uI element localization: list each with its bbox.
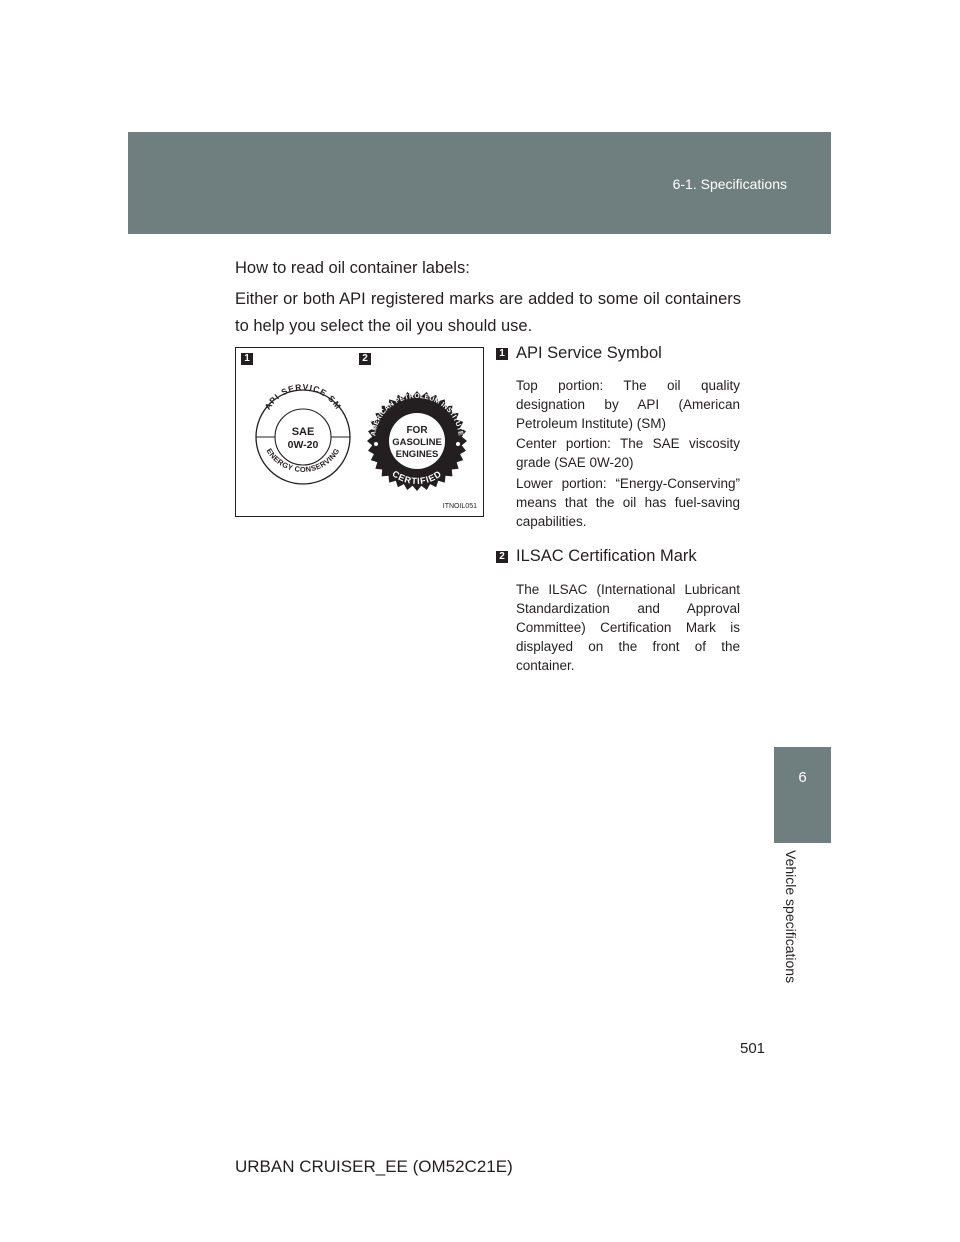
ilsac-top-text: AMERICAN PETROLEUM INSTITUTE bbox=[370, 392, 464, 437]
intro-paragraph: Either or both API registered marks are added to some oil containers to help you select the oil you should use. bbox=[235, 290, 741, 335]
ilsac-center-for: FOR bbox=[406, 425, 428, 436]
item-1-para-1: Top portion: The oil quality designation by API (American Petroleum Institute) (SM) bbox=[516, 378, 740, 431]
oil-label-figure bbox=[235, 347, 484, 517]
header-band bbox=[128, 132, 831, 234]
item-1-para-2: Center portion: The SAE viscosity grade (SAE 0W-20) bbox=[516, 436, 740, 470]
chapter-label-text: Vehicle specifications bbox=[783, 850, 799, 984]
chapter-label bbox=[775, 850, 805, 990]
api-center-sae: SAE bbox=[291, 426, 315, 438]
item-2-title-row bbox=[496, 547, 697, 566]
api-center-grade: 0W-20 bbox=[287, 439, 319, 451]
figure-callout-1: 1 bbox=[241, 353, 253, 365]
item-1-para-3: Lower portion: “Energy-Conserving” means that the oil has fuel-saving capabilities. bbox=[516, 476, 740, 529]
intro-text: How to read oil container labels: bbox=[235, 259, 470, 277]
ilsac-certification-mark bbox=[367, 391, 467, 491]
api-service-symbol bbox=[256, 382, 350, 484]
api-emblems bbox=[236, 348, 485, 518]
item-2-title: ILSAC Certification Mark bbox=[516, 547, 697, 565]
page-number: 501 bbox=[740, 1040, 766, 1057]
chapter-tab[interactable] bbox=[774, 747, 831, 843]
figure-code: ITNOIL051 bbox=[442, 503, 477, 510]
chapter-number: 6 bbox=[798, 769, 807, 786]
item-2-number: 2 bbox=[496, 551, 508, 563]
item-2-para-1: The ILSAC (International Lubricant Standardization and Approval Committee) Certification Mark is displayed on the front of the container. bbox=[516, 582, 740, 673]
api-top-text: API SERVICE SM bbox=[262, 381, 344, 412]
item-1-title-row bbox=[496, 344, 662, 363]
ilsac-center-gasoline: GASOLINE bbox=[392, 437, 442, 448]
footer-model: URBAN CRUISER_EE (OM52C21E) bbox=[235, 1157, 513, 1176]
ilsac-center-engines: ENGINES bbox=[395, 449, 439, 460]
figure-callout-2: 2 bbox=[359, 353, 371, 365]
item-1-title: API Service Symbol bbox=[516, 344, 662, 362]
item-1-number: 1 bbox=[496, 348, 508, 360]
api-bottom-text: ENERGY CONSERVING bbox=[264, 446, 342, 475]
ilsac-bottom-text: CERTIFIED bbox=[390, 468, 444, 487]
section-title: 6-1. Specifications bbox=[672, 176, 787, 192]
